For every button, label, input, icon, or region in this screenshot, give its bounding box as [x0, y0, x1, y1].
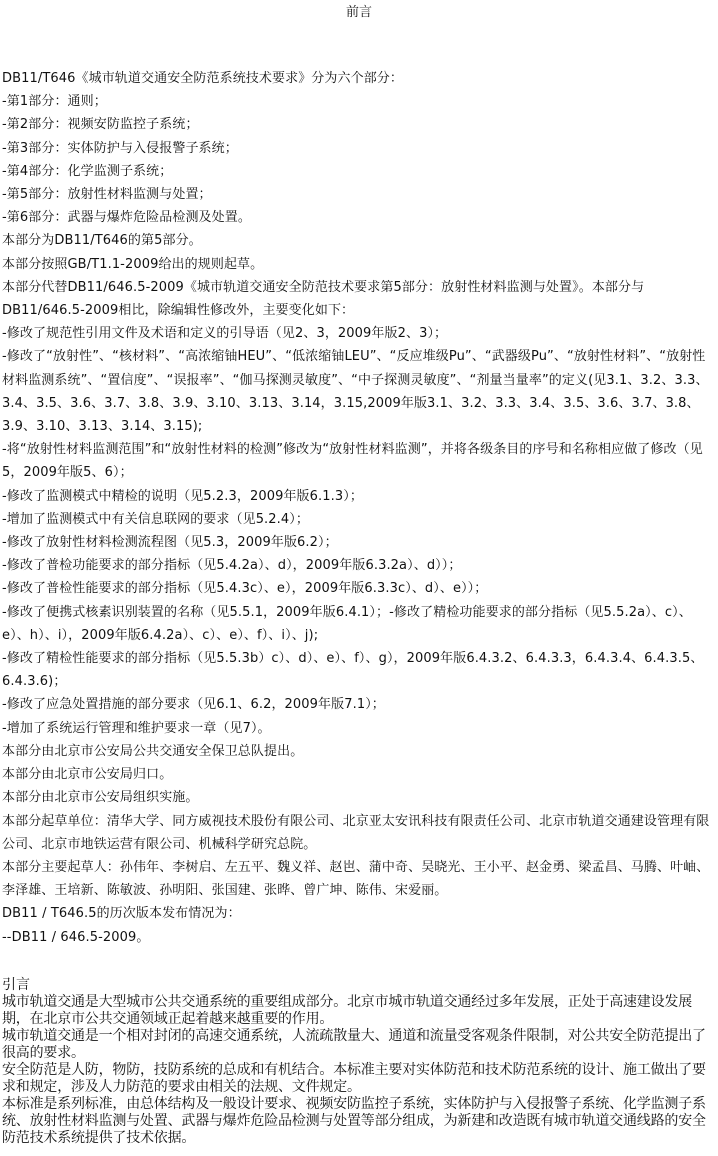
paragraph: 城市轨道交通是一个相对封闭的高速交通系统，人流疏散量大、通道和流量受客观条件限制，对公共安全防范提出了很高的要求。 [2, 1028, 706, 1061]
list-item: -修改了精检性能要求的部分指标（见5.5.3b）c）、d）、e）、f）、g），2009年版6.4.3.2、6.4.3.3，6.4.3.4、6.4.3.5、6.4.3.6)； [2, 651, 704, 690]
list-item: -增加了系统运行管理和维护要求一章（见7）。 [2, 720, 271, 736]
list-item: -修改了监测模式中精检的说明（见5.2.3，2009年版6.1.3）； [2, 488, 363, 504]
list-item: -修改了便携式核素识别装置的名称（见5.5.1，2009年版6.4.1）；-修改了精检功能要求的部分指标（见5.5.2a）、c）、e）、h）、i），2009年版6.4.2a）、c）、e）、f）、i）、j); [2, 604, 692, 643]
list-item: -第2部分：视频安防监控子系统； [2, 117, 199, 133]
paragraph: 安全防范是人防，物防，技防系统的总成和有机结合。本标准主要对实体防范和技术防范系统的设计、施工做出了要求和规定，涉及人力防范的要求由相关的法规、文件规定。 [2, 1062, 706, 1095]
list-item: -修改了放射性材料检测流程图（见5.3，2009年版6.2）； [2, 535, 338, 551]
paragraph: 本部分主要起草人：孙伟年、李树启、左五平、魏义祥、赵岜、蒲中奇、吴晓光、王小平、赵金勇、梁孟昌、马腾、叶岫、李泽雄、王培新、陈敏波、孙明阳、张国建、张晔、曾广坤、陈伟、宋爱丽。 [2, 859, 710, 899]
list-item: -第5部分：放射性材料监测与处置； [2, 187, 212, 203]
list-item: -修改了普检性能要求的部分指标（见5.4.3c）、e），2009年版6.3.3c）、d）、e））； [2, 581, 488, 597]
paragraph: 城市轨道交通是大型城市公共交通系统的重要组成部分。北京市城市轨道交通经过多年发展，正处于高速建设发展期，在北京市公共交通领域正起着越来越重要的作用。 [2, 994, 692, 1027]
introduction-heading: 引言 [2, 977, 30, 993]
list-item: -修改了规范性引用文件及术语和定义的引导语（见2、3，2009年版2、3）； [2, 326, 448, 342]
paragraph: DB11/T646《城市轨道交通安全防范系统技术要求》分为六个部分： [2, 71, 404, 86]
paragraph: 本标准是系列标准，由总体结构及一般设计要求、视频安防监控子系统，实体防护与入侵报警子系统、化学监测子系统、放射性材料监测与处置、武器与爆炸危险品检测与处置等部分组成，为新建和改造既有城市轨道交通线路的安全防范技术系统提供了技术依据。 [2, 1096, 706, 1146]
list-item: -第4部分：化学监测子系统； [2, 163, 173, 179]
introduction-section [2, 976, 714, 1147]
list-item: -第1部分：通则； [2, 94, 107, 110]
preface-title: 前言 [345, 5, 372, 20]
paragraph: DB11 / T646.5的历次版本发布情况为： [2, 906, 241, 922]
list-item: -将“放射性材料监测范围”和“放射性材料的检测”修改为“放射性材料监测”，并将各级条目的序号和名称相应做了修改（见5，2009年版5、6）； [2, 442, 703, 481]
list-item: -增加了监测模式中有关信息联网的要求（见5.2.4）； [2, 511, 309, 527]
paragraph: 本部分由北京市公安局组织实施。 [2, 790, 199, 806]
paragraph: 本部分由北京市公安局归口。 [2, 767, 173, 783]
list-item: -修改了“放射性”、“核材料”、“高浓缩铀HEU”、“低浓缩铀LEU”、“反应堆级Pu”、“武器级Pu”、“放射性材料”、“放射性材料监测系统”、“置信度”、“误报率”、“伽马探测灵敏度”、“中子探测灵敏度”、“剂量当量率”的定义(见3.1、3.2、3.3、3.4、3.5、3.6、3.7、3.8、3.9、3.10、3.13、3.14，3.15,2009年版3.1、3.2、3.3、3.4、3.5、3.6、3.7、3.8、3.9、3.10、3.13、3.14、3.15); [2, 349, 709, 435]
paragraph: 本部分代替DB11/646.5-2009《城市轨道交通安全防范技术要求第5部分：放射性材料监测与处置》。本部分与DB11/646.5-2009相比，除编辑性修改外，主要变化如下： [2, 279, 645, 319]
paragraph: 本部分按照GB/T1.1-2009给出的规则起草。 [2, 256, 264, 272]
preface-body [2, 67, 716, 949]
paragraph: --DB11 / 646.5-2009。 [2, 929, 150, 945]
paragraph: 本部分为DB11/T646的第5部分。 [2, 233, 202, 249]
list-item: -修改了应急处置措施的部分要求（见6.1、6.2，2009年版7.1）； [2, 697, 385, 713]
paragraph: 本部分起草单位：清华大学、同方威视技术股份有限公司、北京亚太安讯科技有限责任公司、北京市轨道交通建设管理有限公司、北京市地铁运营有限公司、机械科学研究总院。 [2, 813, 710, 852]
paragraph: 本部分由北京市公安局公共交通安全保卫总队提出。 [2, 743, 304, 759]
list-item: -第6部分：武器与爆炸危险品检测及处置。 [2, 210, 251, 226]
list-item: -修改了普检功能要求的部分指标（见5.4.2a）、d），2009年版6.3.2a）、d））； [2, 558, 462, 574]
list-item: -第3部分：实体防护与入侵报警子系统； [2, 140, 238, 156]
